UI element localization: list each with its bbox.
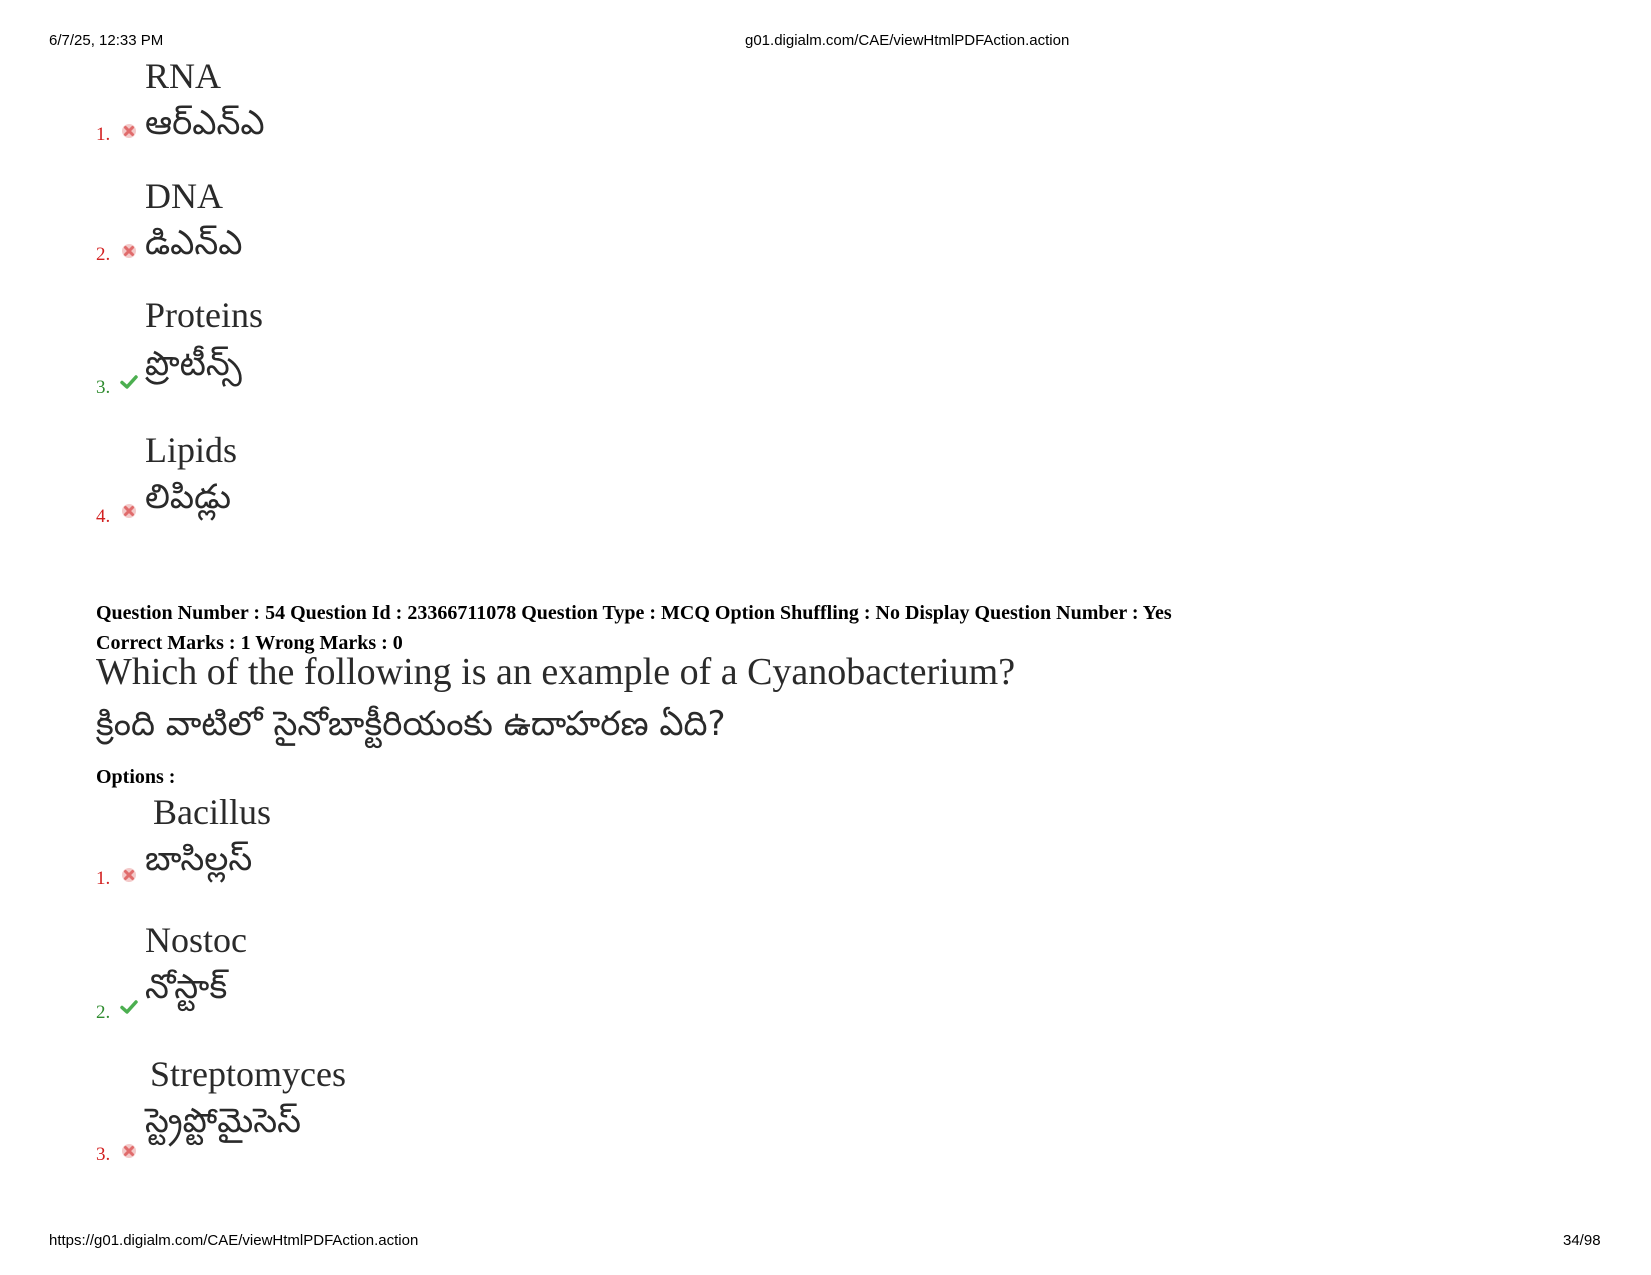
cross-icon bbox=[120, 502, 138, 520]
option-number: 2. bbox=[96, 1002, 111, 1023]
option-number: 1. bbox=[96, 868, 111, 889]
cross-icon bbox=[120, 1142, 138, 1160]
question-marks: Correct Marks : 1 Wrong Marks : 0 bbox=[96, 632, 403, 654]
options-label: Options : bbox=[96, 766, 176, 788]
question-meta: Question Number : 54 Question Id : 23366711078 Question Type : MCQ Option Shuffling : No Display Question Number : Yes bbox=[96, 602, 1172, 624]
question-text-telugu: క్రింది వాటిలో సైనోబాక్టీరియంకు ఉదాహరణ ఏది? bbox=[96, 704, 726, 744]
option-english: DNA bbox=[145, 176, 223, 216]
option-telugu: ప్రొటీన్స్ bbox=[145, 344, 242, 384]
cross-icon bbox=[120, 866, 138, 884]
option-english: RNA bbox=[145, 56, 222, 96]
option-english: Bacillus bbox=[153, 792, 271, 832]
option-english: Lipids bbox=[145, 430, 238, 470]
page-number: 34/98 bbox=[1563, 1232, 1601, 1249]
option-english: Streptomyces bbox=[150, 1054, 346, 1094]
print-footer-url: https://g01.digialm.com/CAE/viewHtmlPDFAction.action bbox=[49, 1232, 419, 1249]
option-number: 3. bbox=[96, 1144, 111, 1165]
print-header-url: g01.digialm.com/CAE/viewHtmlPDFAction.action bbox=[745, 32, 1070, 49]
cross-icon bbox=[120, 122, 138, 140]
option-number: 4. bbox=[96, 506, 111, 527]
option-telugu: బాసిల్లస్ bbox=[145, 839, 253, 879]
option-english: Nostoc bbox=[145, 920, 247, 960]
cross-icon bbox=[120, 242, 138, 260]
option-telugu: ఆర్ఎన్ఎ bbox=[145, 103, 265, 143]
option-telugu: స్ట్రెప్టోమైసెస్ bbox=[145, 1101, 301, 1141]
question-text-english: Which of the following is an example of a Cyanobacterium? bbox=[96, 651, 1016, 693]
option-number: 1. bbox=[96, 124, 111, 145]
check-icon bbox=[120, 373, 138, 391]
option-telugu: నోస్టాక్ bbox=[145, 967, 228, 1007]
option-english: Proteins bbox=[145, 295, 264, 335]
option-telugu: డిఎన్ఎ bbox=[145, 223, 243, 263]
option-telugu: లిపిడ్లు bbox=[145, 477, 232, 517]
option-number: 3. bbox=[96, 377, 111, 398]
check-icon bbox=[120, 998, 138, 1016]
print-datetime: 6/7/25, 12:33 PM bbox=[49, 32, 164, 49]
option-number: 2. bbox=[96, 244, 111, 265]
